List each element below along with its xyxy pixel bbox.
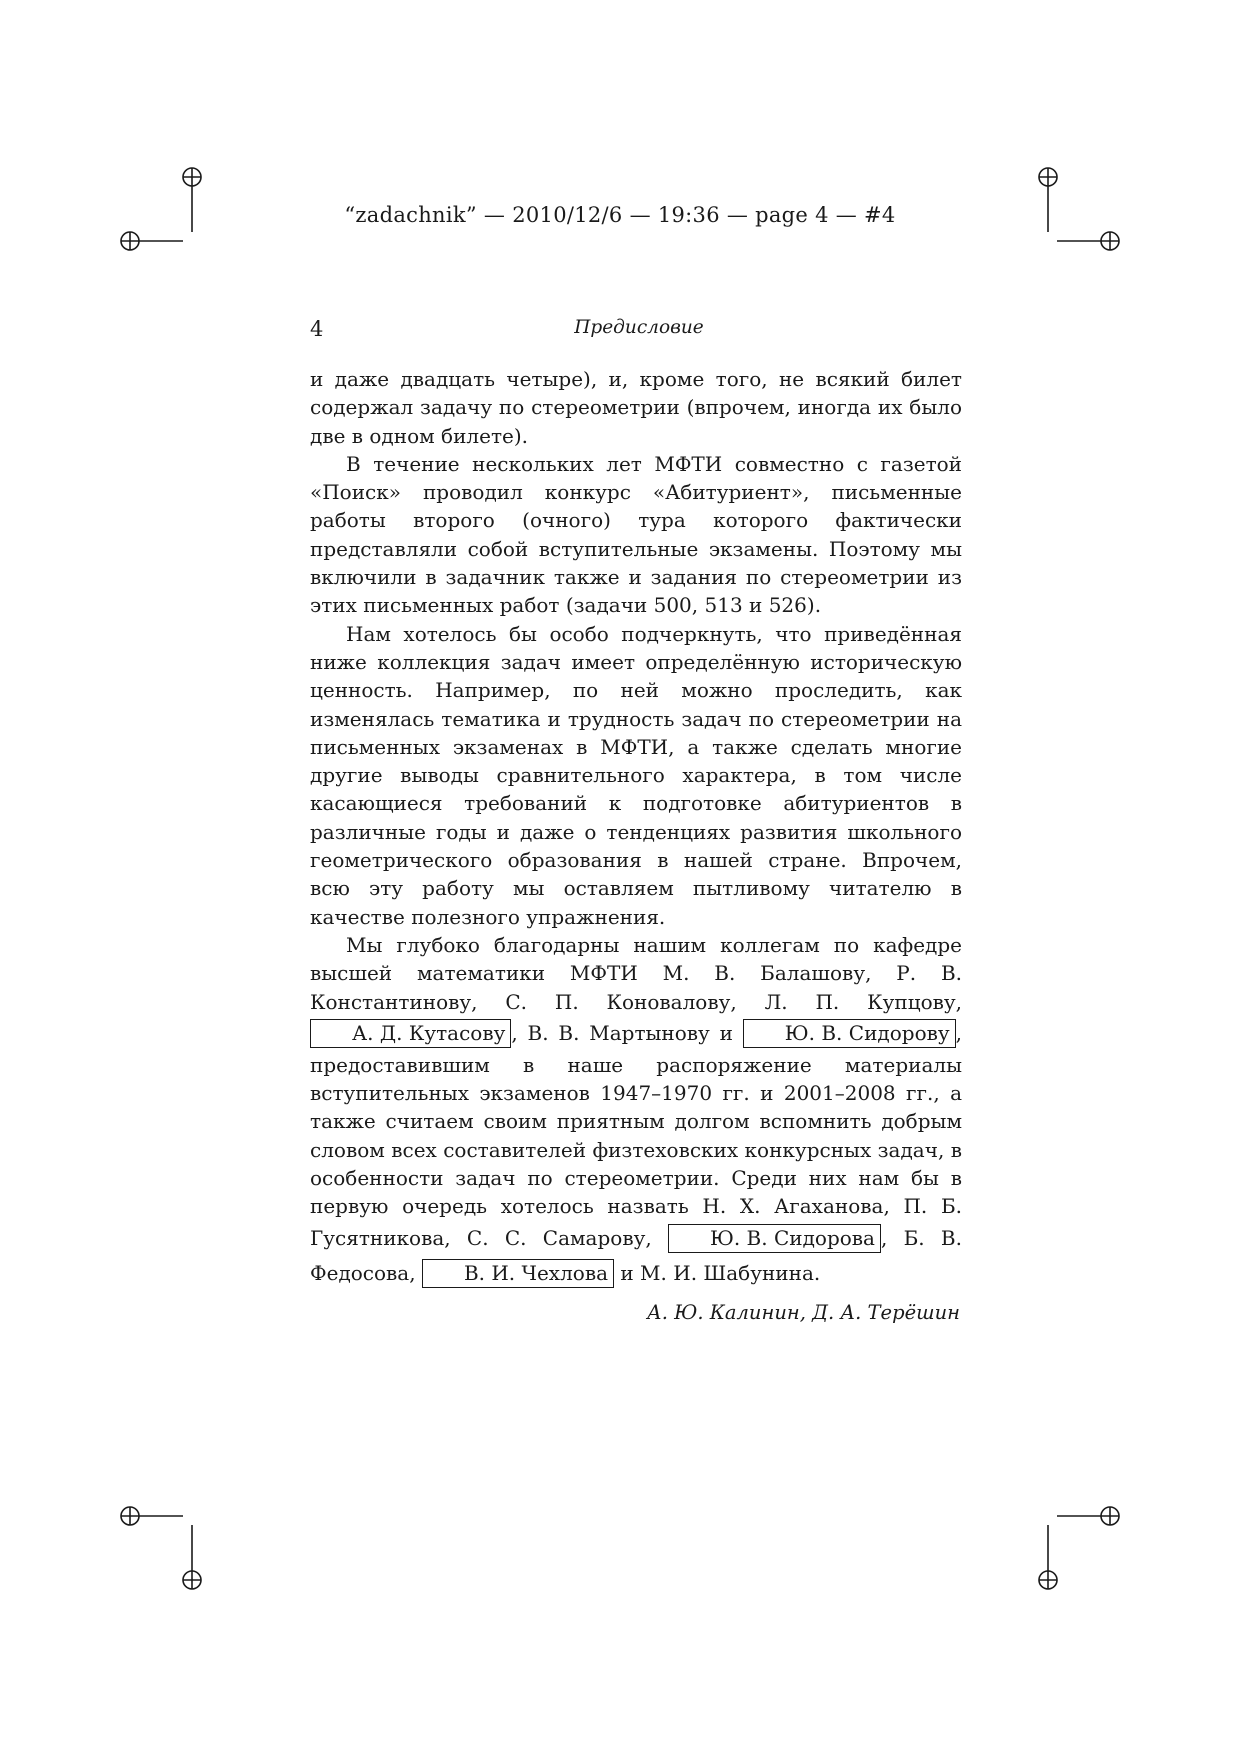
page-number: 4 xyxy=(310,317,324,341)
boxed-name-chekhlov: В. И. Чехлова xyxy=(422,1259,614,1288)
paragraph-4-text-5: и М. И. Шабунина. xyxy=(614,1260,821,1285)
author-signature: А. Ю. Калинин, Д. А. Терёшин xyxy=(646,1300,960,1324)
running-head xyxy=(310,317,960,347)
boxed-name-sidorov-1: Ю. В. Сидорову xyxy=(743,1019,956,1048)
boxed-name-kutasov: А. Д. Кутасову xyxy=(310,1019,511,1048)
paragraph-4-text-3: , предоставившим в наше распоряжение материалы вступительных экзаменов 1947–1970 гг. и 2001–2008 гг., а также считаем своим приятным долгом вспомнить добрым словом всех составителей физтеховских конкурсных задач, в особенности задач по стереометрии. Среди них нам бы в первую очередь хотелось назвать Н. Х. Агаханова, П. Б. Гусятникова, С. С. Самарову, xyxy=(310,1020,962,1250)
paragraph-4-text-4: , Б. В. Федосова, xyxy=(310,1225,962,1285)
crop-mark-bottom-right xyxy=(1039,1507,1119,1589)
paragraph-4-text-2: , В. В. Мартынову и xyxy=(511,1020,743,1045)
boxed-name-sidorov-2: Ю. В. Сидорова xyxy=(668,1224,881,1253)
running-title: Предисловие xyxy=(574,317,704,338)
paragraph-3: Нам хотелось бы особо подчеркнуть, что приведённая ниже коллекция задач имеет определённую историческую ценность. Например, по ней можно проследить, как изменялась тематика и трудность задач по стереометрии на письменных экзаменах в МФТИ, а также сделать многие другие выводы сравнительного характера, в том числе касающиеся требований к подготовке абитуриентов в различные годы и даже о тенденциях развития школьного геометрического образования в нашей стране. Впрочем, всю эту работу мы оставляем пытливому читателю в качестве полезного упражнения. xyxy=(310,621,962,929)
paragraph-4 xyxy=(310,931,962,1291)
paragraph-1: и даже двадцать четыре), и, кроме того, не всякий билет содержал задачу по стереометрии (впрочем, иногда их было две в одном билете). xyxy=(310,367,962,448)
body-text xyxy=(310,365,962,1327)
document-slug-header: “zadachnik” — 2010/12/6 — 19:36 — page 4 — #4 xyxy=(344,203,896,227)
paragraph-4-text-1: Мы глубоко благодарны нашим коллегам по кафедре высшей математики МФТИ М. В. Балашову, Р. В. Константинову, С. П. Коновалову, Л. П. Купцову, xyxy=(310,932,962,1014)
paragraph-2: В течение нескольких лет МФТИ совместно с газетой «Поиск» проводил конкурс «Абитуриент», письменные работы второго (очного) тура которого фактически представляли собой вступительные экзамены. Поэтому мы включили в задачник также и задания по стереометрии из этих письменных работ (задачи 500, 513 и 526). xyxy=(310,451,962,618)
crop-mark-bottom-left xyxy=(121,1507,201,1589)
